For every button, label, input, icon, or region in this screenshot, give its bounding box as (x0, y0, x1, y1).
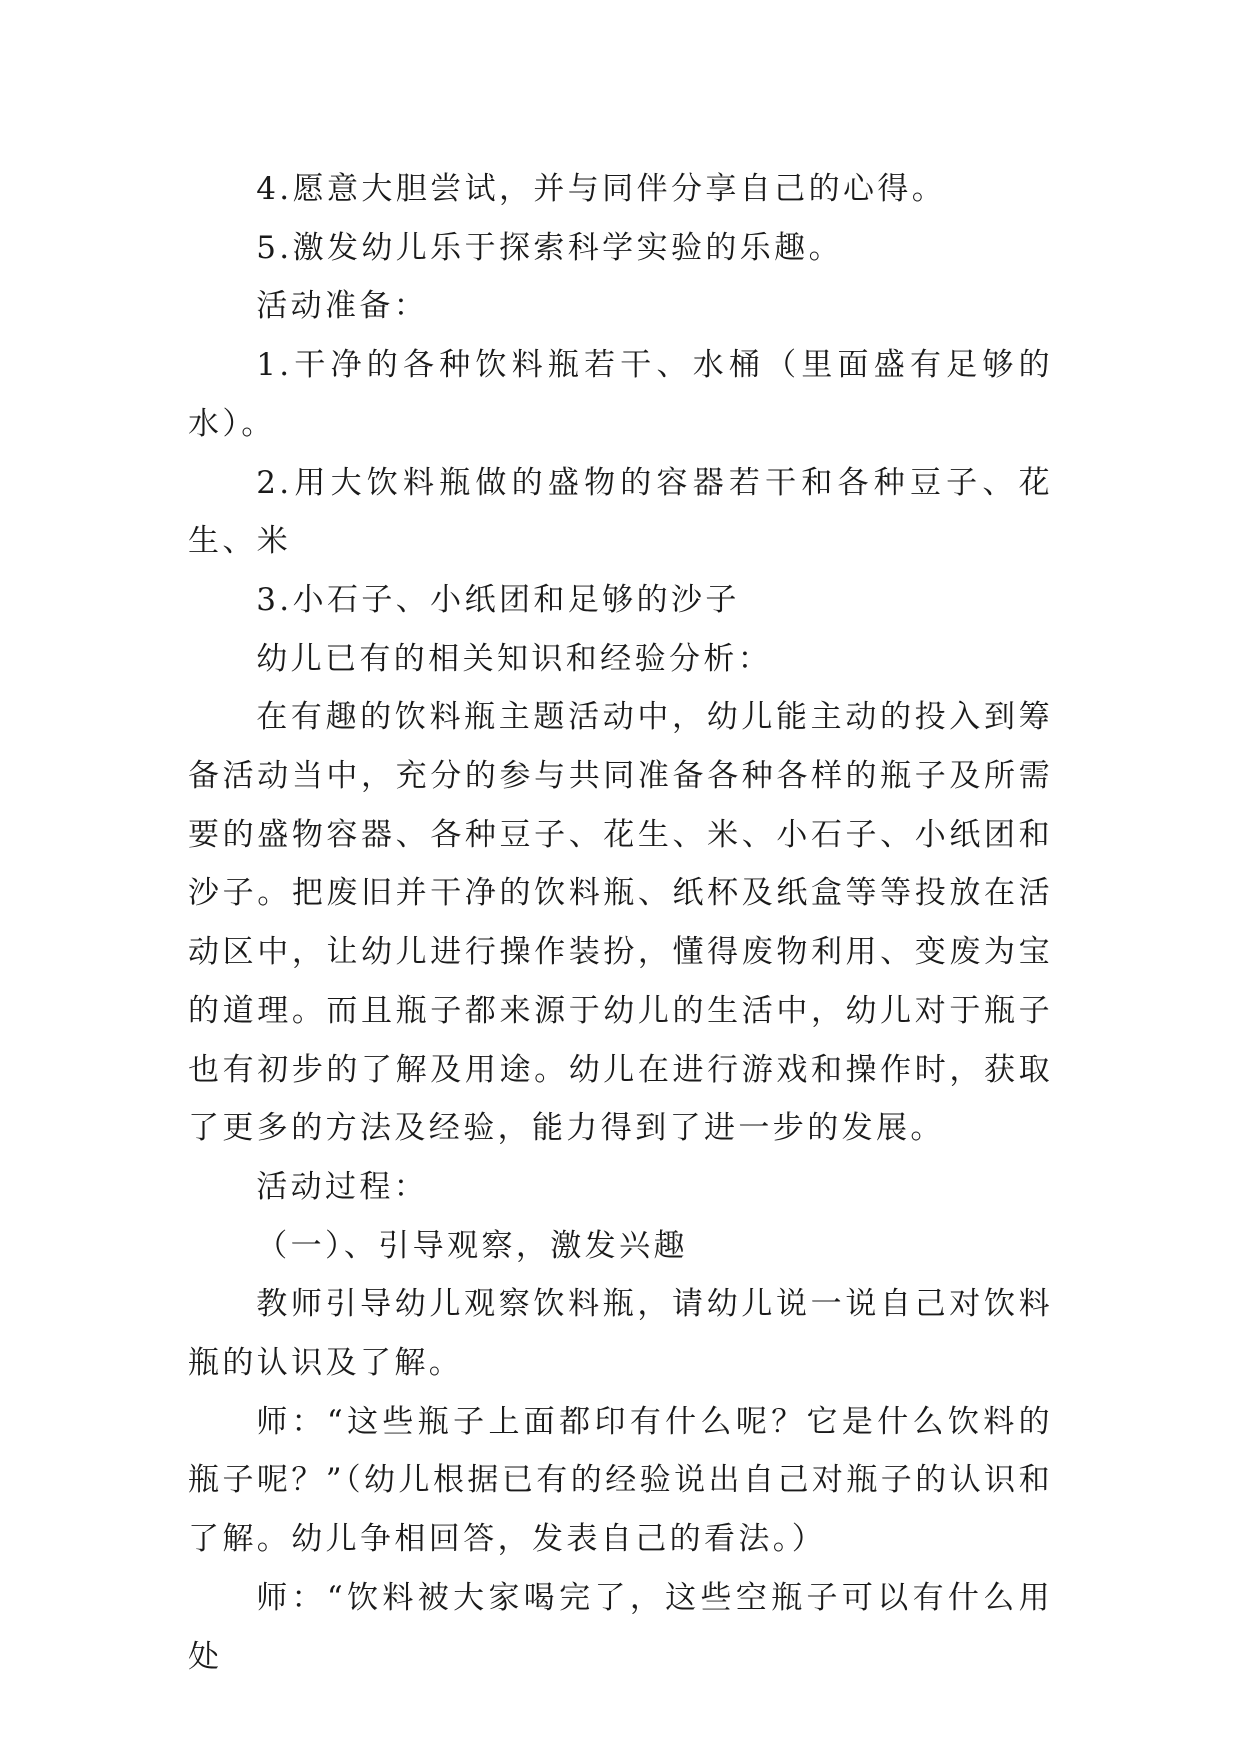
heading-activity-process: 活动过程： (256, 1168, 429, 1205)
paragraph-teacher-guide: 教师引导幼儿观察饮料瓶，请幼儿说一说自己对饮料瓶的认识及了解。 (188, 1286, 1053, 1382)
document-body (188, 160, 1053, 1686)
paragraph-prep-1: 1.干净的各种饮料瓶若干、水桶（里面盛有足够的水）。 (188, 347, 1053, 442)
heading-knowledge-analysis: 幼儿已有的相关知识和经验分析： (256, 640, 773, 677)
paragraph-goal-5: 5.激发幼儿乐于探索科学实验的乐趣。 (256, 229, 843, 266)
heading-activity-preparation: 活动准备： (256, 288, 429, 325)
paragraph-analysis: 在有趣的饮料瓶主题活动中，幼儿能主动的投入到筹备活动当中，充分的参与共同准备各种各样的瓶子及所需要的盛物容器、各种豆子、花生、米、小石子、小纸团和沙子。把废旧并干净的饮料瓶、纸杯及纸盒等等投放在活动区中，让幼儿进行操作装扮，懂得废物利用、变废为宝的道理。而且瓶子都来源于幼儿的生活中，幼儿对于瓶子也有初步的了解及用途。幼儿在进行游戏和操作时，获取了更多的方法及经验，能力得到了进一步的发展。 (188, 699, 1053, 1147)
paragraph-teacher-question-1: 师：“这些瓶子上面都印有什么呢？它是什么饮料的瓶子呢？”（幼儿根据已有的经验说出自己对瓶子的认识和了解。幼儿争相回答，发表自己的看法。） (188, 1403, 1053, 1558)
paragraph-teacher-question-2: 师：“饮料被大家喝完了，这些空瓶子可以有什么用处 (188, 1579, 1053, 1675)
paragraph-prep-3: 3.小石子、小纸团和足够的沙子 (256, 581, 740, 618)
paragraph-goal-4: 4.愿意大胆尝试，并与同伴分享自己的心得。 (256, 171, 947, 207)
paragraph-prep-2: 2.用大饮料瓶做的盛物的容器若干和各种豆子、花生、米 (188, 464, 1053, 560)
heading-step-1: （一）、引导观察，激发兴趣 (256, 1227, 688, 1264)
